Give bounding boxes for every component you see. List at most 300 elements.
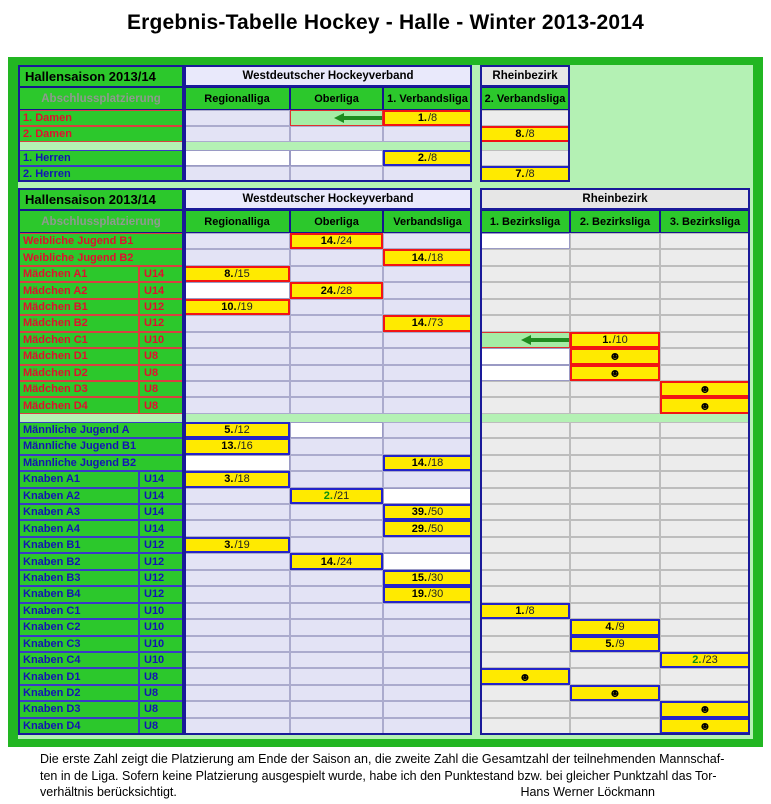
- team-count: /8: [525, 128, 535, 140]
- result-cell: [480, 668, 570, 684]
- row-label: Knaben A4: [18, 520, 139, 536]
- promotion-arrow-cell: [480, 332, 570, 348]
- empty-cell: [570, 520, 660, 536]
- empty-cell: [660, 266, 750, 282]
- empty-cell: [290, 603, 383, 619]
- empty-cell: [570, 504, 660, 520]
- empty-cell: [290, 381, 383, 397]
- result-cell: [184, 422, 290, 438]
- empty-cell: [290, 636, 383, 652]
- team-count: /50: [428, 522, 444, 535]
- empty-cell: [660, 520, 750, 536]
- empty-cell: [570, 603, 660, 619]
- results-frame: [8, 57, 763, 747]
- empty-cell: [480, 249, 570, 265]
- empty-cell: [290, 455, 383, 471]
- league-column-header: 2. Bezirksliga: [570, 210, 660, 233]
- empty-cell: [660, 685, 750, 701]
- footer-signature: Hans Werner Löckmann: [520, 785, 655, 799]
- placement-number: 2.: [417, 152, 427, 164]
- placement-number: 2.: [323, 489, 333, 502]
- smiley-icon: ☻: [698, 718, 712, 733]
- empty-cell: [660, 619, 750, 635]
- row-label: Knaben A1: [18, 471, 139, 487]
- empty-cell: [184, 652, 290, 668]
- result-cell: [184, 299, 290, 315]
- row-label: Knaben C3: [18, 636, 139, 652]
- result-cell: [383, 504, 472, 520]
- result-cell: [184, 266, 290, 282]
- team-count: /18: [428, 456, 444, 469]
- result-cell: [184, 471, 290, 487]
- empty-cell: [184, 282, 290, 298]
- placement-number: 29.: [411, 522, 427, 535]
- empty-cell: [290, 718, 383, 734]
- empty-cell: [290, 365, 383, 381]
- age-label: U12: [139, 537, 184, 553]
- empty-cell: [290, 668, 383, 684]
- placement-number: 15.: [411, 571, 427, 584]
- age-label: U12: [139, 299, 184, 315]
- row-label: Männliche Jugend B2: [18, 455, 184, 471]
- placement-number: 1.: [515, 604, 525, 617]
- row-label: Knaben A3: [18, 504, 139, 520]
- age-label: U14: [139, 266, 184, 282]
- row-label: Mädchen D3: [18, 381, 139, 397]
- result-cell: [570, 619, 660, 635]
- league-column-header: 2. Verbandsliga: [480, 87, 570, 110]
- empty-cell: [570, 282, 660, 298]
- empty-cell: [383, 299, 472, 315]
- empty-cell: [290, 652, 383, 668]
- empty-cell: [184, 685, 290, 701]
- empty-cell: [184, 455, 290, 471]
- age-label: U8: [139, 397, 184, 413]
- team-count: /73: [428, 317, 444, 330]
- team-count: /23: [702, 654, 718, 667]
- empty-cell: [570, 488, 660, 504]
- empty-cell: [570, 718, 660, 734]
- footer-line-3: verhältnis berücksichtigt.: [40, 785, 177, 799]
- age-label: U14: [139, 488, 184, 504]
- empty-cell: [383, 397, 472, 413]
- row-label: Knaben B3: [18, 570, 139, 586]
- federation-header: Westdeutscher Hockeyverband: [184, 188, 472, 210]
- placement-number: 39.: [411, 506, 427, 519]
- empty-cell: [184, 718, 290, 734]
- empty-cell: [480, 471, 570, 487]
- row-label: Knaben B4: [18, 586, 139, 602]
- result-cell: [290, 233, 383, 249]
- age-label: U12: [139, 315, 184, 331]
- empty-cell: [383, 438, 472, 454]
- season-header: Hallensaison 2013/14: [18, 65, 184, 87]
- team-count: /8: [525, 168, 535, 180]
- smiley-icon: ☻: [608, 365, 622, 380]
- age-label: U10: [139, 636, 184, 652]
- empty-cell: [480, 422, 570, 438]
- empty-cell: [383, 365, 472, 381]
- empty-cell: [660, 553, 750, 569]
- team-count: /15: [234, 268, 250, 281]
- team-count: /18: [428, 251, 444, 264]
- empty-cell: [290, 348, 383, 364]
- result-cell: [184, 537, 290, 553]
- result-cell: [383, 455, 472, 471]
- empty-cell: [660, 332, 750, 348]
- placement-number: 14.: [411, 456, 427, 469]
- empty-cell: [480, 282, 570, 298]
- row-label: Männliche Jugend B1: [18, 438, 184, 454]
- result-cell: [660, 652, 750, 668]
- team-count: /19: [237, 300, 253, 313]
- empty-cell: [570, 422, 660, 438]
- empty-cell: [184, 570, 290, 586]
- empty-cell: [570, 455, 660, 471]
- empty-cell: [660, 586, 750, 602]
- empty-cell: [660, 504, 750, 520]
- empty-cell: [660, 636, 750, 652]
- result-cell: [570, 348, 660, 364]
- team-count: /21: [333, 489, 350, 502]
- row-label: Mädchen A1: [18, 266, 139, 282]
- empty-cell: [660, 668, 750, 684]
- team-count: /30: [428, 588, 444, 601]
- placement-number: 7.: [515, 168, 525, 180]
- empty-cell: [290, 471, 383, 487]
- row-label: Knaben B1: [18, 537, 139, 553]
- team-count: /24: [337, 235, 353, 248]
- row-label: Knaben D4: [18, 718, 139, 734]
- placement-number: 2.: [692, 654, 702, 667]
- team-count: /18: [234, 473, 250, 486]
- empty-cell: [570, 471, 660, 487]
- empty-cell: [383, 266, 472, 282]
- empty-cell: [290, 619, 383, 635]
- result-cell: [660, 701, 750, 717]
- empty-cell: [570, 553, 660, 569]
- empty-cell: [480, 365, 570, 381]
- empty-cell: [383, 603, 472, 619]
- row-label: Mädchen D2: [18, 365, 139, 381]
- empty-cell: [383, 668, 472, 684]
- result-cell: [184, 438, 290, 454]
- empty-cell: [570, 299, 660, 315]
- placement-number: 10.: [221, 300, 237, 313]
- age-label: U10: [139, 619, 184, 635]
- result-cell: [290, 282, 383, 298]
- smiley-icon: ☻: [608, 349, 622, 364]
- smiley-icon: ☻: [698, 382, 712, 397]
- empty-cell: [660, 348, 750, 364]
- empty-cell: [290, 249, 383, 265]
- empty-cell: [570, 315, 660, 331]
- empty-cell: [184, 668, 290, 684]
- federation-header: Westdeutscher Hockeyverband: [184, 65, 472, 87]
- empty-cell: [290, 266, 383, 282]
- page-title: Ergebnis-Tabelle Hockey - Halle - Winter 2013-2014: [126, 11, 645, 34]
- empty-cell: [290, 570, 383, 586]
- placement-number: 3.: [224, 473, 234, 486]
- placement-number: 14.: [411, 251, 427, 264]
- age-label: U8: [139, 365, 184, 381]
- empty-cell: [290, 422, 383, 438]
- empty-cell: [480, 348, 570, 364]
- empty-cell: [290, 586, 383, 602]
- empty-cell: [480, 685, 570, 701]
- empty-cell: [290, 150, 383, 166]
- result-cell: [480, 603, 570, 619]
- placement-number: 14.: [320, 235, 336, 248]
- result-cell: [290, 488, 383, 504]
- result-cell: [660, 718, 750, 734]
- empty-cell: [383, 652, 472, 668]
- smiley-icon: ☻: [518, 669, 532, 684]
- placement-number: 14.: [411, 317, 427, 330]
- empty-cell: [480, 315, 570, 331]
- empty-cell: [480, 150, 570, 166]
- row-label: Mädchen B1: [18, 299, 139, 315]
- empty-cell: [660, 570, 750, 586]
- row-label: Knaben C2: [18, 619, 139, 635]
- team-count: /16: [237, 440, 253, 453]
- league-column-header: Oberliga: [290, 210, 383, 233]
- season-header: Hallensaison 2013/14: [18, 188, 184, 210]
- smiley-icon: ☻: [698, 702, 712, 717]
- result-cell: [383, 315, 472, 331]
- empty-cell: [570, 249, 660, 265]
- empty-cell: [660, 315, 750, 331]
- empty-cell: [383, 381, 472, 397]
- team-count: /12: [234, 424, 250, 437]
- empty-cell: [383, 471, 472, 487]
- empty-cell: [383, 126, 472, 142]
- empty-cell: [480, 652, 570, 668]
- result-cell: [383, 586, 472, 602]
- placement-number: 5.: [605, 637, 615, 650]
- empty-cell: [184, 603, 290, 619]
- empty-cell: [290, 504, 383, 520]
- placement-number: 24.: [320, 284, 336, 297]
- empty-cell: [184, 488, 290, 504]
- team-count: /24: [337, 555, 353, 568]
- empty-cell: [660, 299, 750, 315]
- empty-cell: [570, 233, 660, 249]
- placement-number: 1.: [417, 112, 427, 124]
- empty-cell: [184, 365, 290, 381]
- row-label: Mädchen D1: [18, 348, 139, 364]
- empty-cell: [383, 488, 472, 504]
- empty-cell: [383, 685, 472, 701]
- empty-cell: [480, 233, 570, 249]
- row-label: Knaben C4: [18, 652, 139, 668]
- age-label: U8: [139, 685, 184, 701]
- season-table: [18, 188, 750, 735]
- age-label: U14: [139, 282, 184, 298]
- empty-cell: [480, 520, 570, 536]
- league-column-header: 3. Bezirksliga: [660, 210, 750, 233]
- team-count: /28: [337, 284, 353, 297]
- row-label: 1. Herren: [18, 150, 184, 166]
- age-label: U12: [139, 553, 184, 569]
- age-label: U14: [139, 471, 184, 487]
- row-label: Knaben D3: [18, 701, 139, 717]
- result-cell: [570, 685, 660, 701]
- age-label: U8: [139, 718, 184, 734]
- empty-cell: [570, 381, 660, 397]
- empty-cell: [290, 438, 383, 454]
- placement-number: 5.: [224, 424, 234, 437]
- team-count: /8: [525, 604, 535, 617]
- empty-cell: [383, 332, 472, 348]
- empty-cell: [660, 537, 750, 553]
- empty-cell: [184, 332, 290, 348]
- age-label: U12: [139, 586, 184, 602]
- smiley-icon: ☻: [608, 686, 622, 701]
- result-cell: [570, 332, 660, 348]
- result-cell: [290, 553, 383, 569]
- league-column-header: 1. Verbandsliga: [383, 87, 472, 110]
- empty-cell: [660, 455, 750, 471]
- season-table: [18, 65, 750, 182]
- empty-cell: [660, 488, 750, 504]
- empty-cell: [383, 718, 472, 734]
- result-cell: [383, 150, 472, 166]
- promotion-arrow-icon: [334, 113, 382, 123]
- placement-number: 1.: [602, 333, 612, 346]
- row-label: Mädchen A2: [18, 282, 139, 298]
- row-label: Weibliche Jugend B1: [18, 233, 184, 249]
- league-column-header: Regionalliga: [184, 87, 290, 110]
- age-label: U10: [139, 332, 184, 348]
- empty-cell: [480, 381, 570, 397]
- promotion-arrow-icon: [521, 335, 569, 345]
- empty-cell: [480, 438, 570, 454]
- empty-cell: [480, 553, 570, 569]
- empty-cell: [290, 701, 383, 717]
- team-count: /8: [428, 112, 438, 124]
- empty-cell: [570, 668, 660, 684]
- row-label: Mädchen B2: [18, 315, 139, 331]
- result-cell: [383, 110, 472, 126]
- region-header: Rheinbezirk: [480, 188, 750, 210]
- empty-cell: [290, 537, 383, 553]
- team-count: /9: [615, 637, 625, 650]
- empty-cell: [184, 520, 290, 536]
- empty-cell: [480, 570, 570, 586]
- promotion-arrow-cell: [290, 110, 383, 126]
- age-label: U14: [139, 520, 184, 536]
- empty-cell: [184, 553, 290, 569]
- empty-cell: [383, 537, 472, 553]
- empty-cell: [480, 455, 570, 471]
- result-cell: [660, 397, 750, 413]
- empty-cell: [290, 332, 383, 348]
- empty-cell: [184, 166, 290, 182]
- empty-cell: [570, 570, 660, 586]
- empty-cell: [383, 636, 472, 652]
- footer-line-1: Die erste Zahl zeigt die Platzierung am Ende der Saison an, die zweite Zahl die Gesamtzahl der teilnehmenden Mannschaf-: [40, 752, 725, 766]
- empty-cell: [184, 249, 290, 265]
- empty-cell: [480, 537, 570, 553]
- placement-header: Abschlussplatzierung: [18, 210, 184, 233]
- row-label: 2. Herren: [18, 166, 184, 182]
- empty-cell: [480, 266, 570, 282]
- empty-cell: [290, 315, 383, 331]
- age-label: U8: [139, 381, 184, 397]
- empty-cell: [480, 701, 570, 717]
- row-label: 2. Damen: [18, 126, 184, 142]
- result-cell: [383, 249, 472, 265]
- empty-cell: [184, 586, 290, 602]
- age-label: U14: [139, 504, 184, 520]
- empty-cell: [660, 471, 750, 487]
- empty-cell: [660, 249, 750, 265]
- footer-note: [40, 751, 741, 801]
- empty-cell: [383, 701, 472, 717]
- empty-cell: [184, 348, 290, 364]
- age-label: U8: [139, 668, 184, 684]
- footer-line-2: ten in de Liga. Sofern keine Platzierung ausgespielt wurde, habe ich den Punktestand bzw. bei gleicher Punktzahl das Tor-: [40, 768, 717, 783]
- empty-cell: [480, 718, 570, 734]
- empty-cell: [660, 603, 750, 619]
- placement-number: 19.: [411, 588, 427, 601]
- empty-cell: [480, 110, 570, 126]
- placement-number: 13.: [221, 440, 237, 453]
- empty-cell: [570, 537, 660, 553]
- league-column-header: Oberliga: [290, 87, 383, 110]
- empty-cell: [480, 299, 570, 315]
- row-label: Knaben D2: [18, 685, 139, 701]
- row-label: Knaben D1: [18, 668, 139, 684]
- empty-cell: [570, 438, 660, 454]
- empty-cell: [660, 438, 750, 454]
- result-cell: [480, 126, 570, 142]
- empty-cell: [184, 504, 290, 520]
- empty-cell: [290, 397, 383, 413]
- age-label: U12: [139, 570, 184, 586]
- empty-cell: [383, 348, 472, 364]
- placement-number: 8.: [515, 128, 525, 140]
- empty-cell: [570, 701, 660, 717]
- empty-cell: [290, 520, 383, 536]
- row-label: Knaben A2: [18, 488, 139, 504]
- empty-cell: [480, 636, 570, 652]
- empty-cell: [184, 381, 290, 397]
- empty-cell: [480, 397, 570, 413]
- empty-cell: [184, 126, 290, 142]
- tables-area: [18, 65, 753, 739]
- row-label: Männliche Jugend A: [18, 422, 184, 438]
- row-label: Weibliche Jugend B2: [18, 249, 184, 265]
- row-label: 1. Damen: [18, 110, 184, 126]
- smiley-icon: ☻: [698, 398, 712, 413]
- age-label: U8: [139, 701, 184, 717]
- result-cell: [480, 166, 570, 182]
- empty-cell: [184, 619, 290, 635]
- team-count: /50: [428, 506, 444, 519]
- team-count: /8: [428, 152, 438, 164]
- empty-cell: [383, 553, 472, 569]
- league-column-header: 1. Bezirksliga: [480, 210, 570, 233]
- result-cell: [383, 520, 472, 536]
- empty-cell: [383, 233, 472, 249]
- empty-cell: [184, 636, 290, 652]
- empty-cell: [660, 422, 750, 438]
- empty-cell: [290, 166, 383, 182]
- league-column-header: Verbandsliga: [383, 210, 472, 233]
- age-label: U10: [139, 603, 184, 619]
